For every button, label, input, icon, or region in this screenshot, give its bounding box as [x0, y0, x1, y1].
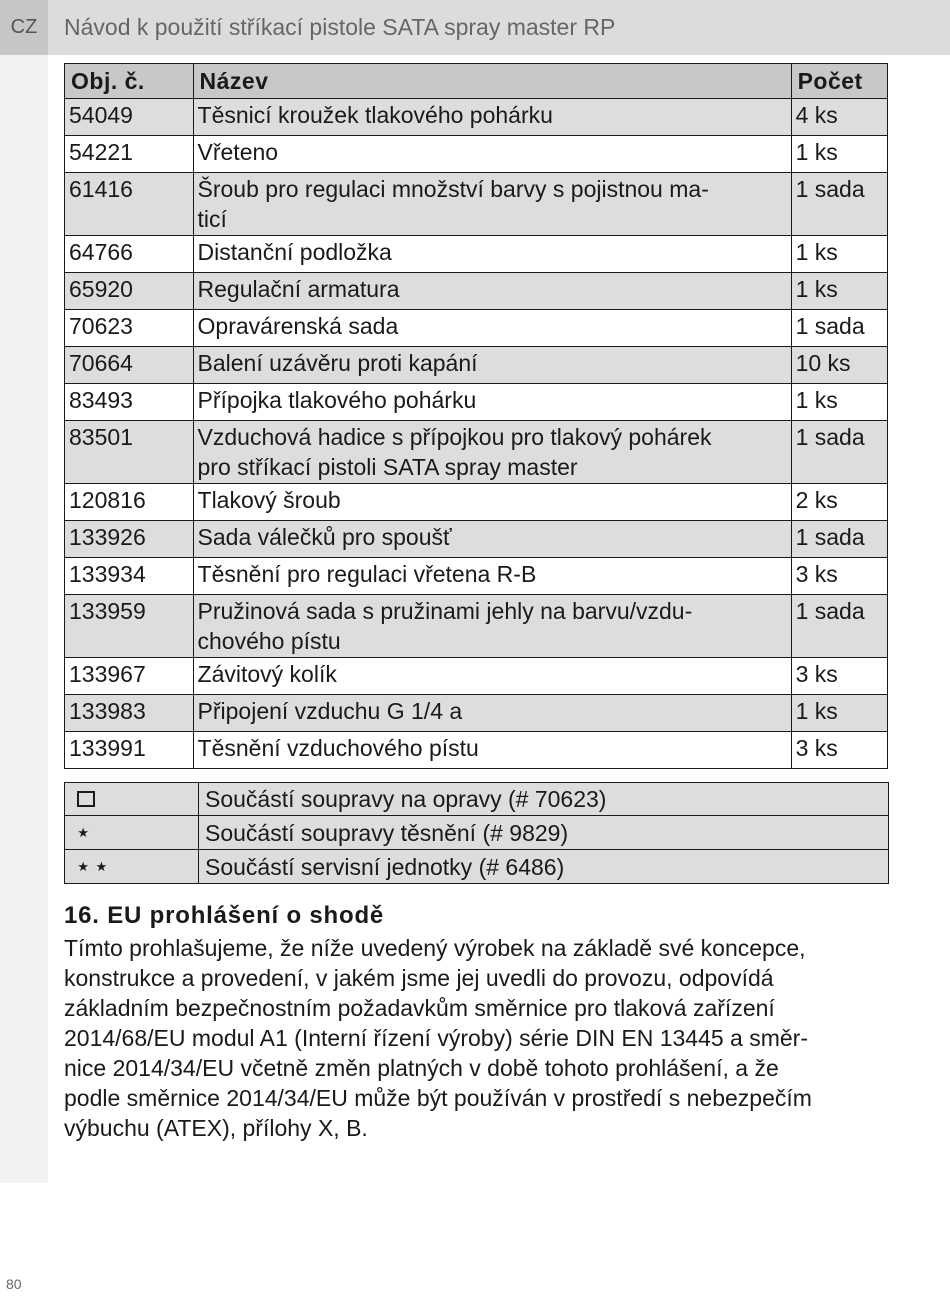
legend-text: Součástí servisní jednotky (# 6486): [199, 850, 889, 884]
order-number-cell: 54221: [65, 136, 194, 173]
table-row: [65, 384, 888, 421]
star-icon: ⋆: [75, 817, 94, 847]
section-heading: 16. EU prohlášení o shodě: [64, 902, 385, 929]
order-number-cell: 70623: [65, 310, 194, 347]
part-name-line: Vzduchová hadice s přípojkou pro tlakový pohárek: [197, 424, 712, 450]
table-row: [65, 695, 888, 732]
part-name-line: Balení uzávěru proti kapání: [197, 350, 478, 376]
part-name-line: Závitový kolík: [197, 661, 337, 687]
order-number-cell: 120816: [65, 484, 194, 521]
quantity-cell: 3 ks: [791, 658, 887, 695]
body-line: podle směrnice 2014/34/EU může být používán v prostředí s nebezpečím: [64, 1085, 812, 1111]
legend-row: [65, 783, 889, 816]
table-row: [65, 310, 888, 347]
part-name-cell: [193, 421, 791, 484]
part-name-line: pro stříkací pistoli SATA spray master: [197, 454, 578, 480]
part-name-cell: [193, 273, 791, 310]
legend-symbol-cell: [65, 816, 199, 850]
part-name-cell: [193, 658, 791, 695]
legend-symbol-cell: [65, 850, 199, 884]
order-number-cell: 70664: [65, 347, 194, 384]
quantity-cell: 1 sada: [791, 595, 887, 658]
quantity-cell: 4 ks: [791, 99, 887, 136]
part-name-cell: [193, 99, 791, 136]
column-header-quantity: Počet: [791, 64, 887, 99]
quantity-cell: 3 ks: [791, 732, 887, 769]
part-name-line: Sada válečků pro spoušť: [197, 524, 452, 550]
part-name-line: chového pístu: [197, 628, 341, 654]
part-name-line: Připojení vzduchu G 1/4 a: [197, 698, 463, 724]
parts-table: [64, 63, 888, 769]
part-name-cell: [193, 136, 791, 173]
legend-symbol-cell: [65, 783, 199, 816]
part-name-cell: [193, 695, 791, 732]
order-number-cell: 61416: [65, 173, 194, 236]
order-number-cell: 83493: [65, 384, 194, 421]
table-row: [65, 658, 888, 695]
language-tab: CZ: [0, 0, 48, 55]
quantity-cell: 1 ks: [791, 236, 887, 273]
part-name-cell: [193, 173, 791, 236]
part-name-cell: [193, 236, 791, 273]
part-name-line: ticí: [197, 206, 227, 232]
order-number-cell: 133959: [65, 595, 194, 658]
page-header: [0, 0, 950, 55]
legend-table: [64, 782, 889, 884]
order-number-cell: 133934: [65, 558, 194, 595]
order-number-cell: 83501: [65, 421, 194, 484]
table-row: [65, 273, 888, 310]
quantity-cell: 1 sada: [791, 421, 887, 484]
table-row: [65, 236, 888, 273]
body-line: nice 2014/34/EU včetně změn platných v době tohoto prohlášení, a že: [64, 1055, 779, 1081]
part-name-cell: [193, 595, 791, 658]
part-name-cell: [193, 347, 791, 384]
table-row: [65, 136, 888, 173]
table-row: [65, 521, 888, 558]
part-name-cell: [193, 484, 791, 521]
part-name-line: Distanční podložka: [197, 239, 392, 265]
square-outline-icon: [77, 791, 95, 807]
page-number: 80: [6, 1276, 22, 1292]
quantity-cell: 1 sada: [791, 173, 887, 236]
body-line: základním bezpečnostním požadavkům směrnice pro tlaková zařízení: [64, 995, 775, 1021]
quantity-cell: 1 sada: [791, 310, 887, 347]
part-name-cell: [193, 521, 791, 558]
part-name-line: Těsnicí kroužek tlakového pohárku: [197, 102, 553, 128]
part-name-cell: [193, 310, 791, 347]
part-name-line: Šroub pro regulaci množství barvy s pojistnou ma-: [197, 176, 709, 202]
part-name-cell: [193, 558, 791, 595]
part-name-line: Přípojka tlakového pohárku: [197, 387, 477, 413]
order-number-cell: 64766: [65, 236, 194, 273]
quantity-cell: 1 ks: [791, 695, 887, 732]
part-name-line: Regulační armatura: [197, 276, 400, 302]
document-title: Návod k použití stříkací pistole SATA spray master RP: [64, 14, 616, 40]
legend-text: Součástí soupravy na opravy (# 70623): [199, 783, 889, 816]
legend-row: [65, 816, 889, 850]
quantity-cell: 1 ks: [791, 273, 887, 310]
body-line: konstrukce a provedení, v jakém jsme jej uvedli do provozu, odpovídá: [64, 965, 774, 991]
part-name-line: Tlakový šroub: [197, 487, 341, 513]
order-number-cell: 133926: [65, 521, 194, 558]
order-number-cell: 133967: [65, 658, 194, 695]
body-line: 2014/68/EU modul A1 (Interní řízení výroby) série DIN EN 13445 a směr-: [64, 1025, 808, 1051]
part-name-line: Opravárenská sada: [197, 313, 399, 339]
table-row: [65, 732, 888, 769]
quantity-cell: 2 ks: [791, 484, 887, 521]
table-row: [65, 347, 888, 384]
quantity-cell: 1 sada: [791, 521, 887, 558]
body-line: výbuchu (ATEX), přílohy X, B.: [64, 1115, 368, 1141]
column-header-name: Název: [193, 64, 791, 99]
quantity-cell: 1 ks: [791, 136, 887, 173]
section-body: [64, 933, 894, 1143]
quantity-cell: 1 ks: [791, 384, 887, 421]
order-number-cell: 133991: [65, 732, 194, 769]
parts-table-header-row: [65, 64, 888, 99]
table-row: [65, 484, 888, 521]
table-row: [65, 595, 888, 658]
part-name-line: Pružinová sada s pružinami jehly na barvu/vzdu-: [197, 598, 693, 624]
table-row: [65, 558, 888, 595]
part-name-line: Těsnění pro regulaci vřetena R-B: [197, 561, 537, 587]
legend-row: [65, 850, 889, 884]
body-line: Tímto prohlašujeme, že níže uvedený výrobek na základě své koncepce,: [64, 935, 806, 961]
left-margin-strip: [0, 55, 48, 1183]
column-header-order-number: Obj. č.: [65, 64, 194, 99]
legend-text: Součástí soupravy těsnění (# 9829): [199, 816, 889, 850]
table-row: [65, 421, 888, 484]
double-star-icon: ⋆⋆: [75, 851, 112, 881]
quantity-cell: 3 ks: [791, 558, 887, 595]
quantity-cell: 10 ks: [791, 347, 887, 384]
part-name-cell: [193, 732, 791, 769]
order-number-cell: 65920: [65, 273, 194, 310]
part-name-line: Těsnění vzduchového pístu: [197, 735, 479, 761]
part-name-cell: [193, 384, 791, 421]
order-number-cell: 54049: [65, 99, 194, 136]
part-name-line: Vřeteno: [197, 139, 279, 165]
order-number-cell: 133983: [65, 695, 194, 732]
parts-table-body: [65, 99, 888, 769]
table-row: [65, 99, 888, 136]
table-row: [65, 173, 888, 236]
